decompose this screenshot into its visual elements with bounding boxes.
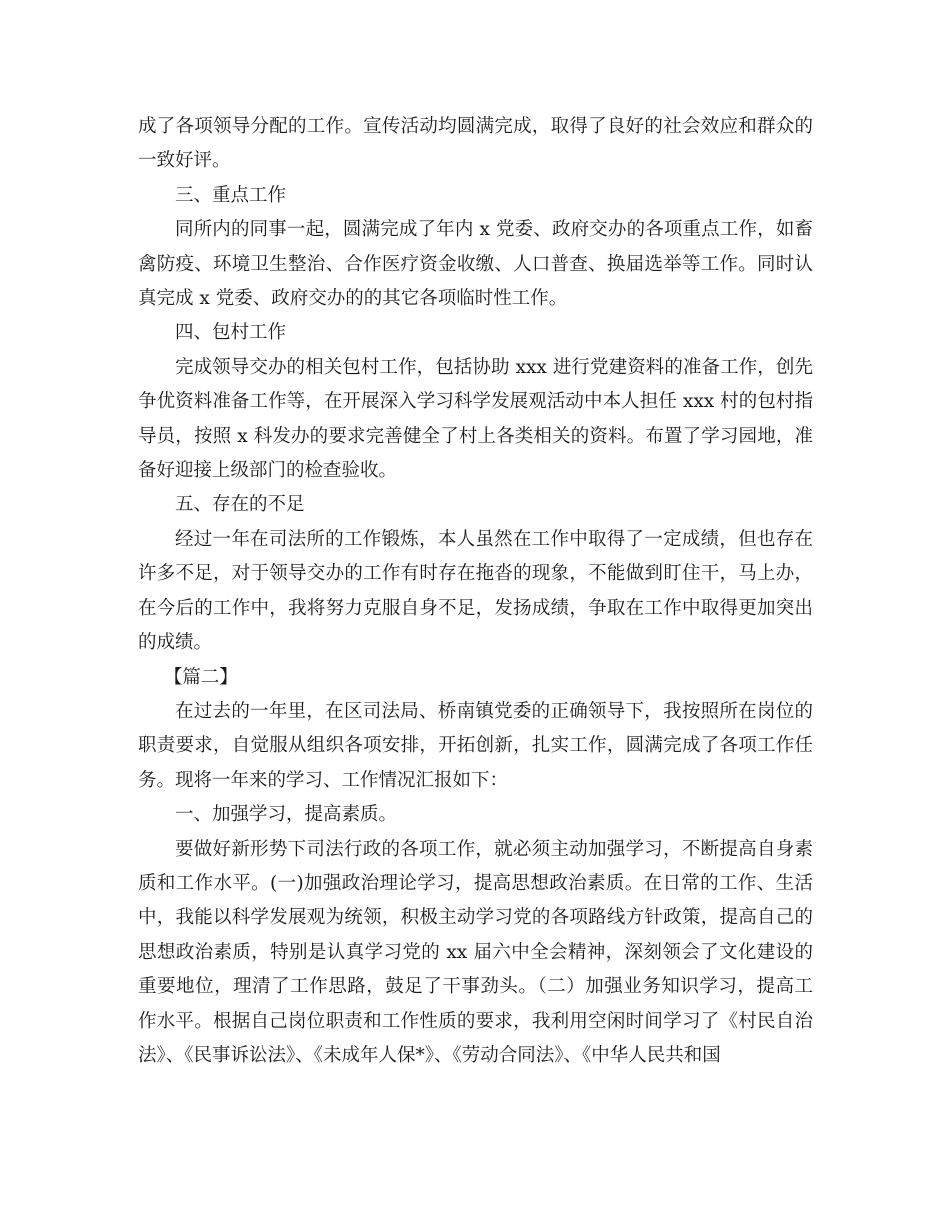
paragraph-key-work: 同所内的同事一起，圆满完成了年内 x 党委、政府交办的各项重点工作，如畜禽防疫、环境卫生整治、合作医疗资金收缴、人口普查、换届选举等工作。同时认真完成 x 党委、政府交办的的其它各项临时性工作。 — [138, 219, 813, 310]
paragraph-study: 要做好新形势下司法行政的各项工作，就必须主动加强学习，不断提高自身素质和工作水平。(一)加强政治理论学习，提高思想政治素质。在日常的工作、生活中，我能以科学发展观为统领，积极主动学习党的各项路线方针政策，提高自己的思想政治素质，特别是认真学习党的 xx 届六中全会精神，深刻领会了文化建设的重要地位，理清了工作思路，鼓足了干事劲头。（二）加强业务知识学习，提高工作水平。根据自己岗位职责和工作性质的要求，我利用空闲时间学习了《村民自治法》、《民事诉讼法》、《未成年人保*》、《劳动合同法》、《中华人民共和国 — [138, 838, 813, 1066]
section-heading-study: 一、加强学习，提高素质。 — [175, 804, 398, 826]
section-heading-village-work: 四、包村工作 — [175, 322, 287, 344]
paragraph-village-work: 完成领导交办的相关包村工作，包括协助 xxx 进行党建资料的准备工作，创先争优资料准备工作等，在开展深入学习科学发展观活动中本人担任 xxx 村的包村指导员，按照 x 科发办的要求完善健全了村上各类相关的资料。布置了学习园地，准备好迎接上级部门的检查验收。 — [138, 356, 813, 482]
section-heading-key-work: 三、重点工作 — [175, 184, 287, 206]
document-body — [138, 110, 813, 1073]
paragraph-shortcomings: 经过一年在司法所的工作锻炼，本人虽然在工作中取得了一定成绩，但也存在许多不足，对于领导交办的工作有时存在拖沓的现象，不能做到盯住干，马上办，在今后的工作中，我将努力克服自身不足，发扬成绩，争取在工作中取得更加突出的成绩。 — [138, 528, 813, 654]
part-heading-two: 【篇二】 — [163, 666, 238, 688]
paragraph-intro: 在过去的一年里，在区司法局、桥南镇党委的正确领导下，我按照所在岗位的职责要求，自觉服从组织各项安排，开拓创新，扎实工作，圆满完成了各项工作任务。现将一年来的学习、工作情况汇报如下： — [138, 700, 813, 791]
section-heading-shortcomings: 五、存在的不足 — [175, 494, 305, 516]
paragraph-continuation: 成了各项领导分配的工作。宣传活动均圆满完成，取得了良好的社会效应和群众的一致好评。 — [138, 116, 813, 172]
